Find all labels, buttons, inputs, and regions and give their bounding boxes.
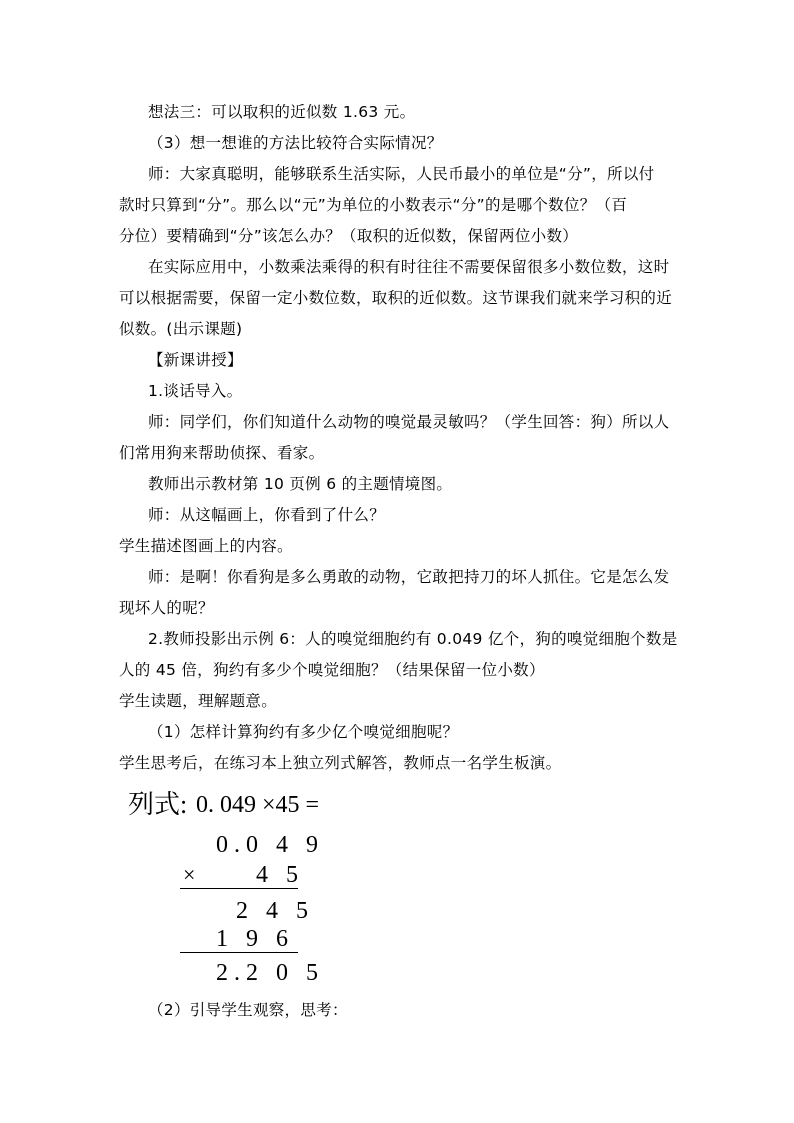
section-heading: 【新课讲授】 xyxy=(148,351,243,369)
text-line-21: （1）怎样计算狗约有多少亿个嗅觉细胞呢？ xyxy=(148,723,459,741)
text-line-20: 学生读题，理解题意。 xyxy=(119,692,278,710)
text-line-16: 师：是啊！你看狗是多么勇敢的动物，它敢把持刀的坏人抓住。它是怎么发 xyxy=(148,568,670,586)
partial-product-2: 1 9 6 xyxy=(216,926,294,952)
text-line-1: 想法三：可以取积的近似数 1.63 元。 xyxy=(148,103,416,121)
formula-label: 列式: xyxy=(128,790,188,819)
text-line-14: 师：从这幅画上，你看到了什么？ xyxy=(148,506,386,524)
text-line-5: 分位）要精确到“分”该怎么办？（取积的近似数，保留两位小数） xyxy=(119,227,579,245)
text-line-11: 师：同学们，你们知道什么动物的嗅觉最灵敏吗？（学生回答：狗）所以人 xyxy=(148,413,670,431)
product-rule-2 xyxy=(180,952,298,953)
text-line-last: （2）引导学生观察，思考： xyxy=(148,1001,348,1019)
multiplicand: 0.0 4 9 xyxy=(216,832,324,858)
product-rule-1 xyxy=(180,888,298,889)
text-line-2: （3）想一想谁的方法比较符合实际情况？ xyxy=(148,134,443,152)
text-line-13: 教师出示教材第 10 页例 6 的主题情境图。 xyxy=(148,475,453,493)
text-line-17: 现坏人的呢？ xyxy=(119,599,214,617)
partial-product-1: 2 4 5 xyxy=(236,898,314,924)
product-result: 2.2 0 5 xyxy=(216,960,324,986)
text-line-4: 款时只算到“分”。那么以“元”为单位的小数表示“分”的是哪个数位？（百 xyxy=(119,196,628,214)
text-line-3: 师：大家真聪明，能够联系生活实际，人民币最小的单位是“分”，所以付 xyxy=(148,165,655,183)
text-line-18: 2.教师投影出示例 6：人的嗅觉细胞约有 0.049 亿个，狗的嗅觉细胞个数是 xyxy=(148,630,678,648)
text-line-10: 1.谈话导入。 xyxy=(148,382,243,400)
text-line-22: 学生思考后，在练习本上独立列式解答，教师点一名学生板演。 xyxy=(119,754,562,772)
text-line-12: 们常用狗来帮助侦探、看家。 xyxy=(119,444,325,462)
text-line-7: 可以根据需要，保留一定小数位数，取积的近似数。这节课我们就来学习积的近 xyxy=(119,289,673,307)
text-line-8: 似数。(出示课题) xyxy=(119,320,243,338)
formula-expression: 0. 049 ×45 = xyxy=(196,792,320,818)
text-line-15: 学生描述图画上的内容。 xyxy=(119,537,293,555)
text-line-6: 在实际应用中，小数乘法乘得的积有时往往不需要保留很多小数位数，这时 xyxy=(148,258,670,276)
text-line-19: 人的 45 倍，狗约有多少个嗅觉细胞？（结果保留一位小数） xyxy=(119,661,545,679)
times-sign: × xyxy=(183,862,196,887)
multiplier: 4 5 xyxy=(256,862,304,888)
